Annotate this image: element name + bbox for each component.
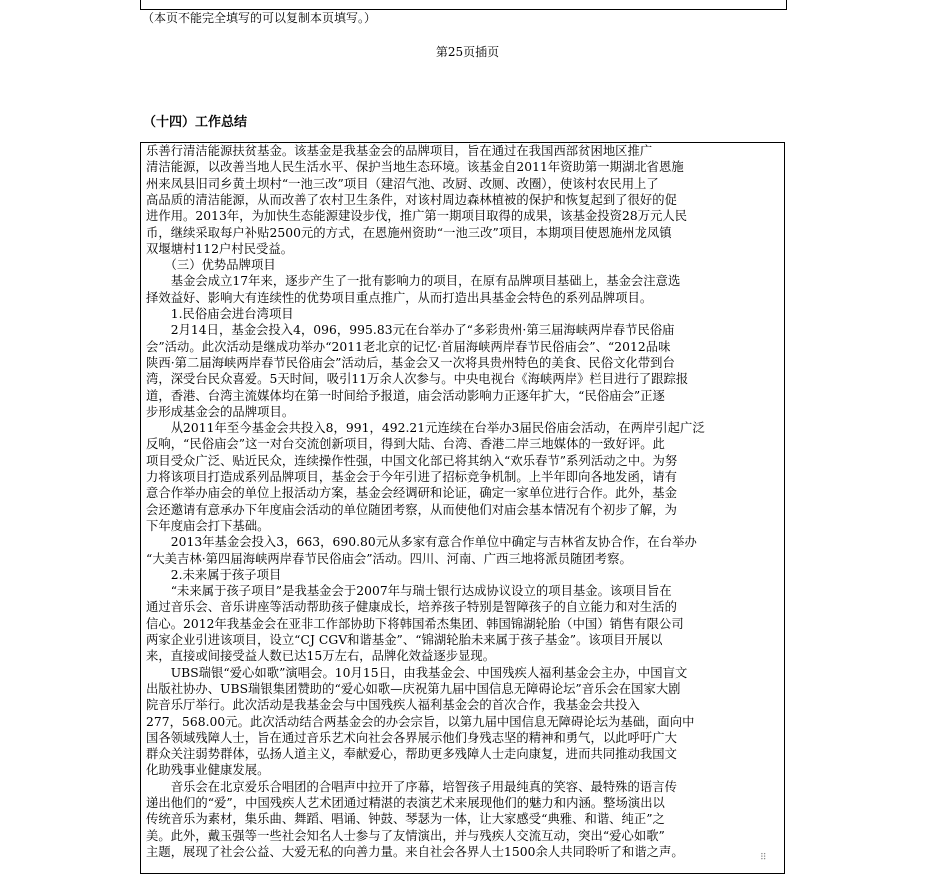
text-line: 道，香港、台湾主流媒体均在第一时间给予报道，庙会活动影响力正逐年扩大，“民俗庙会”正逐 bbox=[146, 388, 665, 403]
text-line: 递出他们的“爱”，中国残疾人艺术团通过精湛的表演艺术来展现他们的魅力和内涵。整场演出以 bbox=[146, 796, 665, 810]
text-line: 币，继续采取每户补贴2500元的方式，在恩施州资助“一池三改”项目，本期项目使恩施州龙凤镇 bbox=[146, 225, 672, 240]
text-line: 主题，展现了社会公益、大爱无私的向善力量。来自社会各界人士1500余人共同聆听了和谐之声。 bbox=[146, 844, 684, 859]
form-box-top bbox=[140, 0, 787, 10]
text-line: 院音乐厅举行。此次活动是我基金会与中国残疾人福利基金会的首次合作，我基金会共投入 bbox=[146, 698, 640, 713]
text-line: “未来属于孩子项目”是我基金会于2007年与瑞士银行达成协议设立的项目基金。该项目旨在 bbox=[146, 584, 672, 599]
text-line: 2月14日，基金会投入4，096，995.83元在台举办了“多彩贵州·第三届海峡两岸春节民俗庙 bbox=[146, 323, 675, 338]
text-line: 双堰塘村112户村民受益。 bbox=[146, 241, 294, 256]
text-line: 力将该项目打造成系列品牌项目，基金会于今年引进了招标竞争机制。上半年即向各地发函，请有 bbox=[146, 470, 677, 484]
text-line: “大美吉林·第四届海峡两岸春节民俗庙会”活动。四川、河南、广西三地将派员随团考察。 bbox=[146, 551, 632, 566]
text-line: 高品质的清洁能源，从而改善了农村卫生条件，对该村周边森林植被的保护和恢复起到了很好的促 bbox=[146, 192, 677, 207]
text-line: 通过音乐会、音乐讲座等活动帮助孩子健康成长，培养孩子特别是智障孩子的自立能力和对生活的 bbox=[146, 600, 677, 615]
text-line: 清洁能源，以改善当地人民生活水平、保护当地生态环境。该基金自2011年资助第一期湖北省恩施 bbox=[146, 160, 684, 175]
text-line: 州来凤县旧司乡黄土坝村“一池三改”项目（建沼气池、改厨、改厕、改圈），使该村农民用上了 bbox=[146, 176, 659, 191]
text-line: 陕西·第二届海峡两岸春节民俗庙会”活动后，基金会又一次将具贵州特色的美食、民俗文化带到台 bbox=[146, 355, 675, 370]
text-line: （三）优势品牌项目 bbox=[146, 258, 276, 273]
header-note: （本页不能完全填写的可以复制本页填写。） bbox=[142, 11, 377, 25]
text-line: 277，568.00元。此次活动结合两基金会的办会宗旨，以第九届中国信息无障碍论坛为基础，面向中 bbox=[146, 714, 695, 729]
text-line: 意合作举办庙会的单位上报活动方案，基金会经调研和论证，确定一家单位进行合作。此外，基金 bbox=[146, 486, 677, 501]
insert-page-title: 第25页插页 bbox=[435, 45, 500, 59]
text-line: 2.未来属于孩子项目 bbox=[146, 567, 282, 582]
text-line: 从2011年至今基金会共投入8，991，492.21元连续在台举办3届民俗庙会活动，在两岸引起广泛 bbox=[146, 421, 705, 436]
resize-grip-icon: ⠿ bbox=[760, 853, 767, 863]
text-line: 国各领域残障人士，旨在通过音乐艺术向社会各界展示他们身残志坚的精神和勇气，以此呼吁广大 bbox=[146, 730, 677, 745]
text-line: 会还邀请有意承办下年度庙会活动的单位随团考察，从而使他们对庙会基本情况有个初步了解，为 bbox=[146, 502, 677, 517]
text-line: 1.民俗庙会进台湾项目 bbox=[146, 307, 294, 321]
text-line: 项目受众广泛、贴近民众，连续操作性强，中国文化部已将其纳入“欢乐春节”系列活动之中。为努 bbox=[146, 453, 678, 468]
text-line: 进作用。2013年，为加快生态能源建设步伐，推广第一期项目取得的成果，该基金投资28万元人民 bbox=[146, 209, 688, 224]
text-line: 两家企业引进该项目，设立“CJ CGV和谐基金”、“锦湖轮胎未来属于孩子基金”。该项目开展以 bbox=[146, 633, 663, 647]
text-line: 传统音乐为素材，集乐曲、舞蹈、唱诵、钟鼓、琴瑟为一体，让大家感受“典雅、和谐、纯正”之 bbox=[146, 812, 665, 827]
section-title: （十四）工作总结 bbox=[143, 115, 248, 130]
text-line: UBS瑞银“爱心如歌”演唱会。10月15日，由我基金会、中国残疾人福利基金会主办，中国盲文 bbox=[146, 665, 688, 680]
text-line: 出版社协办、UBS瑞银集团赞助的“爱心如歌—庆祝第九届中国信息无障碍论坛”音乐会在国家大剧 bbox=[146, 681, 681, 696]
text-line: 2013年基金会投入3，663，690.80元从多家有意合作单位中确定与吉林省友协合作，在台举办 bbox=[146, 535, 697, 550]
text-line: 下年度庙会打下基础。 bbox=[146, 518, 270, 533]
text-line: 反响，“民俗庙会”这一对台交流创新项目，得到大陆、台湾、香港二岸三地媒体的一致好评。此 bbox=[146, 437, 665, 452]
text-line: 基金会成立17年来，逐步产生了一批有影响力的项目，在原有品牌项目基础上，基金会注意选 bbox=[146, 274, 681, 289]
text-line: 乐善行清洁能源扶贫基金。该基金是我基金会的品牌项目，旨在通过在我国西部贫困地区推广 bbox=[146, 144, 653, 158]
text-line: 湾，深受台民众喜爱。5天时间，吸引11万余人次参与。中央电视台《海峡两岸》栏目进行了跟踪报 bbox=[146, 372, 689, 387]
text-line: 步形成基金会的品牌项目。 bbox=[146, 404, 295, 419]
text-line: 美。此外，戴玉强等一些社会知名人士参与了友情演出，并与残疾人交流互动，突出“爱心如歌” bbox=[146, 828, 665, 843]
text-line: 化助残事业健康发展。 bbox=[146, 763, 270, 778]
text-line: 信心。2012年我基金会在亚非工作部协助下将韩国希杰集团、韩国锦湖轮胎（中国）销售有限公司 bbox=[146, 616, 684, 631]
text-line: 音乐会在北京爱乐合唱团的合唱声中拉开了序幕，培智孩子用最纯真的笑容、最特殊的语言传 bbox=[146, 779, 677, 794]
text-line: 群众关注弱势群体，弘扬人道主义，奉献爱心，帮助更多残障人士走向康复，进而共同推动我国文 bbox=[146, 747, 677, 762]
text-line: 择效益好、影响大有连续性的优势项目重点推广，从而打造出具基金会特色的系列品牌项目。 bbox=[146, 290, 653, 305]
text-line: 来，直接或间接受益人数已达15万左右，品牌化效益逐步显现。 bbox=[146, 649, 496, 664]
text-line: 会”活动。此次活动是继成功举办“2011老北京的记忆·首届海峡两岸春节民俗庙会”、“2012品味 bbox=[146, 339, 671, 354]
